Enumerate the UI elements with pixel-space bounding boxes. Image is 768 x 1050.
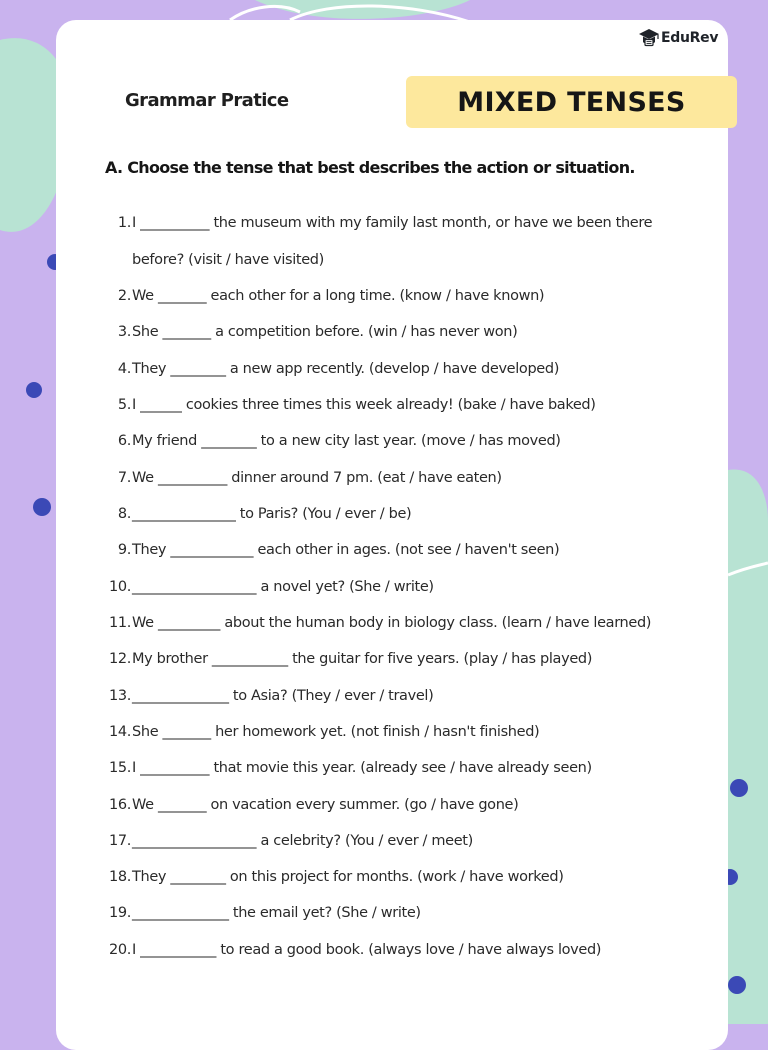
question-item <box>0 760 768 784</box>
question-continuation: before? (visit / have visited) <box>132 252 324 268</box>
question-number: 20. <box>108 942 131 958</box>
question-item <box>0 688 768 712</box>
logo-text: EduRev <box>661 30 719 46</box>
question-number: 8. <box>117 506 131 522</box>
question-number: 7. <box>117 470 131 486</box>
question-text: We _______ on vacation every summer. (go / have gone) <box>132 797 519 813</box>
question-text: I ______ cookies three times this week already! (bake / have baked) <box>132 397 596 413</box>
question-item <box>0 651 768 675</box>
question-number: 1. <box>117 215 131 231</box>
question-text: My brother ___________ the guitar for five years. (play / has played) <box>132 651 593 667</box>
question-item <box>0 433 768 457</box>
question-text: ______________ the email yet? (She / write) <box>132 905 421 921</box>
question-number: 15. <box>108 760 131 776</box>
question-number: 5. <box>117 397 131 413</box>
question-number: 13. <box>108 688 131 704</box>
question-item <box>0 361 768 385</box>
question-item <box>0 797 768 821</box>
question-number: 17. <box>108 833 131 849</box>
question-item <box>0 542 768 566</box>
question-number: 4. <box>117 361 131 377</box>
question-item <box>0 905 768 929</box>
question-item <box>0 397 768 421</box>
question-text: ______________ to Asia? (They / ever / travel) <box>132 688 434 704</box>
question-item <box>0 579 768 603</box>
question-item <box>0 288 768 312</box>
question-item <box>0 833 768 857</box>
question-text: I ___________ to read a good book. (always love / have always loved) <box>132 942 602 958</box>
question-item <box>0 470 768 494</box>
question-text: _______________ to Paris? (You / ever / be) <box>132 506 412 522</box>
question-number: 10. <box>108 579 131 595</box>
question-number: 3. <box>117 324 131 340</box>
question-item <box>0 615 768 639</box>
question-number: 16. <box>108 797 131 813</box>
question-text: They ________ on this project for months. (work / have worked) <box>132 869 564 885</box>
question-text: We __________ dinner around 7 pm. (eat / have eaten) <box>132 470 502 486</box>
question-number: 9. <box>117 542 131 558</box>
question-item <box>0 724 768 748</box>
section-instruction: A. Choose the tense that best describes the action or situation. <box>105 158 635 177</box>
question-number: 2. <box>117 288 131 304</box>
question-text: They ________ a new app recently. (develop / have developed) <box>132 361 560 377</box>
question-text: She _______ a competition before. (win / has never won) <box>132 324 518 340</box>
question-text: She _______ her homework yet. (not finish / hasn't finished) <box>132 724 540 740</box>
question-number: 11. <box>108 615 131 631</box>
question-text: I __________ the museum with my family last month, or have we been there <box>132 215 653 231</box>
page-title: MIXED TENSES <box>457 86 686 118</box>
question-item <box>0 324 768 348</box>
question-number: 12. <box>108 651 131 667</box>
question-text: __________________ a novel yet? (She / write) <box>132 579 434 595</box>
question-number: 19. <box>108 905 131 921</box>
question-text: My friend ________ to a new city last year. (move / has moved) <box>132 433 561 449</box>
question-text: We _________ about the human body in biology class. (learn / have learned) <box>132 615 652 631</box>
question-number: 6. <box>117 433 131 449</box>
question-text: __________________ a celebrity? (You / ever / meet) <box>132 833 473 849</box>
question-text: I __________ that movie this year. (already see / have already seen) <box>132 760 592 776</box>
question-number: 14. <box>108 724 131 740</box>
question-item <box>0 506 768 530</box>
question-item <box>0 215 768 239</box>
question-text: They ____________ each other in ages. (not see / haven't seen) <box>132 542 560 558</box>
question-item <box>0 942 768 966</box>
subject-label: Grammar Pratice <box>125 90 289 111</box>
question-item <box>0 869 768 893</box>
question-number: 18. <box>108 869 131 885</box>
question-text: We _______ each other for a long time. (know / have known) <box>132 288 545 304</box>
